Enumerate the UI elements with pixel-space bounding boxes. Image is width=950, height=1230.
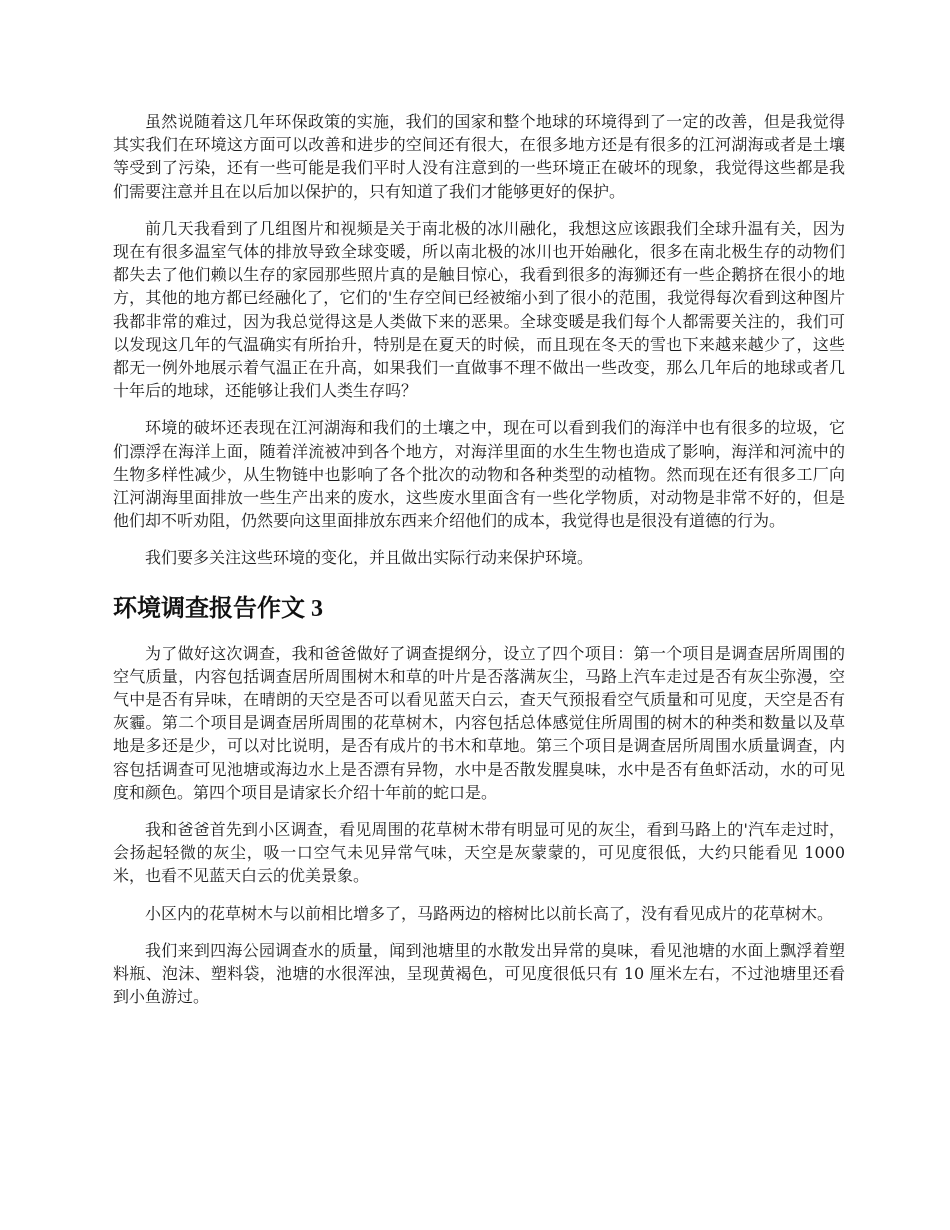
paragraph-call-to-action: 我们要多关注这些环境的变化，并且做出实际行动来保护环境。 xyxy=(145,548,594,568)
paragraph-neighborhood-plants: 小区内的花草树木与以前相比增多了，马路两边的榕树比以前长高了，没有看见成片的花草树木。 xyxy=(145,903,834,923)
paragraph-park-water-quality: 我们来到四海公园调查水的质量，闻到池塘里的水散发出异常的臭味，看见池塘的水面上飘浮着塑料瓶、泡沫、塑料袋，池塘的水很浑浊，呈现黄褐色，可见度很低只有 10 厘米左右，不过池塘里还看到小鱼游过。 xyxy=(113,940,845,1007)
paragraph-environment-improvement: 虽然说随着这几年环保政策的实施，我们的国家和整个地球的环境得到了一定的改善，但是我觉得其实我们在环境这方面可以改善和进步的空间还有很大，在很多地方还是有很多的江河湖海或者是土壤等受到了污染，还有一些可能是我们平时人没有注意到的一些环境正在破坏的现象，我觉得这些都是我们需要注意并且在以后加以保护的，只有知道了我们才能够更好的保护。 xyxy=(113,112,845,201)
section-heading: 环境调查报告作文 3 xyxy=(113,595,323,622)
paragraph-neighborhood-air: 我和爸爸首先到小区调查，看见周围的花草树木带有明显可见的灰尘，看到马路上的'汽车走过时，会扬起轻微的灰尘，吸一口空气未见异常气味，天空是灰蒙蒙的，可见度很低，大约只能看见 1000 米，也看不见蓝天白云的优美景象。 xyxy=(113,820,845,886)
document-page xyxy=(113,110,845,1023)
paragraph-survey-outline: 为了做好这次调查，我和爸爸做好了调查提纲分，设立了四个项目：第一个项目是调查居所周围的空气质量，内容包括调查居所周围树木和草的叶片是否落满灰尘，马路上汽车走过是否有灰尘弥漫，空气中是否有异味，在晴朗的天空是否可以看见蓝天白云，查天气预报看空气质量和可见度，天空是否有灰霾。第二个项目是调查居所周围的花草树木，内容包括总体感觉住所周围的树木的种类和数量以及草地是多还是少，可以对比说明，是否有成片的书木和草地。第三个项目是调查居所周围水质量调查，内容包括调查可见池塘或海边水上是否漂有异物，水中是否散发腥臭味，水中是否有鱼虾活动，水的可见度和颜色。第四个项目是请家长介绍十年前的蛇口是。 xyxy=(113,643,845,802)
paragraph-polar-ice-melting: 前几天我看到了几组图片和视频是关于南北极的冰川融化，我想这应该跟我们全球升温有关，因为现在有很多温室气体的排放导致全球变暖，所以南北极的冰川也开始融化，很多在南北极生存的动物们都失去了他们赖以生存的家园那些照片真的是触目惊心，我看到很多的海狮还有一些企鹅挤在很小的地方，其他的地方都已经融化了，它们的'生存空间已经被缩小到了很小的范围，我觉得每次看到这种图片我都非常的难过，因为我总觉得这是人类做下来的恶果。全球变暖是我们每个人都需要关注的，我们可以发现这几年的气温确实有所抬升，特别是在夏天的时候，而且现在冬天的雪也下来越来越少了，这些都无一例外地展示着气温正在升高，如果我们一直做事不理不做出一些改变，那么几年后的地球或者几十年后的地球，还能够让我们人类生存吗？ xyxy=(113,218,845,401)
paragraph-water-pollution: 环境的破坏还表现在江河湖海和我们的土壤之中，现在可以看到我们的海洋中也有很多的垃圾，它们漂浮在海洋上面，随着洋流被冲到各个地方，对海洋里面的水生生物也造成了影响，海洋和河流中的生物多样性减少，从生物链中也影响了各个批次的动物和各种类型的动植物。然而现在还有很多工厂向江河湖海里面排放一些生产出来的废水，这些废水里面含有一些化学物质，对动物是非常不好的，但是他们却不听劝阻，仍然要向这里面排放东西来介绍他们的成本，我觉得也是很没有道德的行为。 xyxy=(113,418,845,531)
